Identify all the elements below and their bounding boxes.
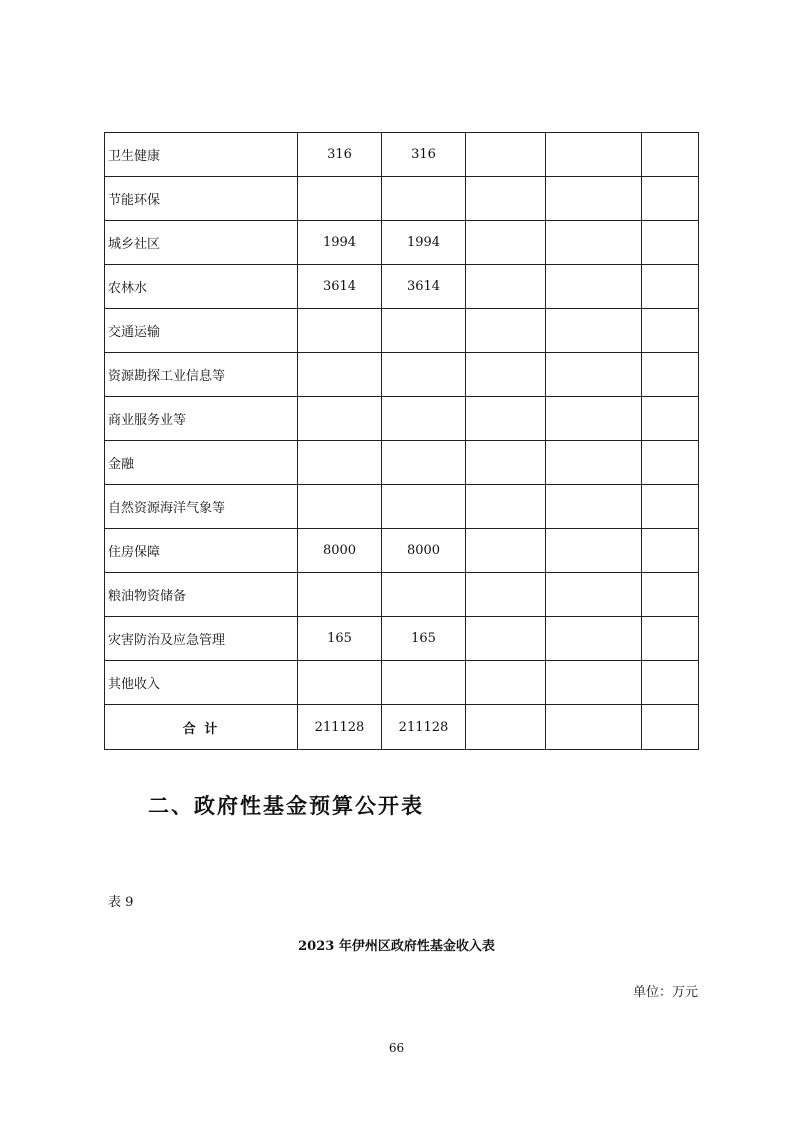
row-empty-col5 [642,177,699,221]
budget-table [104,132,699,750]
budget-table-body [105,133,699,750]
row-empty-col5 [642,353,699,397]
row-value-col2 [382,573,466,617]
row-empty-col4 [546,617,642,661]
row-category: 卫生健康 [105,133,298,177]
row-empty-col4 [546,177,642,221]
row-empty-col3 [466,309,546,353]
table-title: 2023 年伊州区政府性基金收入表 [298,939,495,954]
row-empty-col4 [546,661,642,705]
table-row [105,661,699,705]
row-empty-col5 [642,573,699,617]
row-empty-col5 [642,529,699,573]
row-value-col1: 316 [298,133,382,177]
row-empty-col4 [546,265,642,309]
row-value-col2: 165 [382,617,466,661]
row-empty-col5 [642,485,699,529]
table-row [105,529,699,573]
row-empty-col3 [466,353,546,397]
row-value-col2: 8000 [382,529,466,573]
row-value-col2 [382,353,466,397]
row-empty-col4 [546,529,642,573]
row-category: 粮油物资储备 [105,573,298,617]
row-category: 节能环保 [105,177,298,221]
row-empty-col5 [642,309,699,353]
row-empty-col5 [642,265,699,309]
row-empty-col4 [546,353,642,397]
row-empty-col3 [466,573,546,617]
row-category: 商业服务业等 [105,397,298,441]
row-empty-col4 [546,309,642,353]
row-category: 交通运输 [105,309,298,353]
table-row [105,133,699,177]
row-value-col2: 316 [382,133,466,177]
row-value-col2: 3614 [382,265,466,309]
section-title: 二、政府性基金预算公开表 [148,794,424,818]
row-empty-col3 [466,661,546,705]
row-empty-col3 [466,133,546,177]
table-row [105,397,699,441]
table-row [105,221,699,265]
table-row [105,309,699,353]
table-row [105,265,699,309]
row-empty-col3 [466,617,546,661]
table-total-row [105,705,699,750]
row-value-col1 [298,441,382,485]
row-empty-col3 [466,221,546,265]
row-category: 住房保障 [105,529,298,573]
row-category: 城乡社区 [105,221,298,265]
table-number: 表 9 [108,895,134,910]
row-empty-col5 [642,221,699,265]
row-value-col1 [298,309,382,353]
unit-label: 单位：万元 [632,985,698,1000]
row-category: 其他收入 [105,661,298,705]
row-value-col1 [298,177,382,221]
row-value-col1 [298,661,382,705]
row-value-col2 [382,397,466,441]
row-value-col1: 3614 [298,265,382,309]
row-empty-col5 [642,441,699,485]
total-label: 合 计 [105,705,298,750]
total-empty-col3 [466,705,546,750]
total-value-col2: 211128 [382,705,466,750]
row-category: 资源勘探工业信息等 [105,353,298,397]
table-row [105,617,699,661]
table-row [105,353,699,397]
row-empty-col3 [466,529,546,573]
table-row [105,573,699,617]
row-value-col2 [382,485,466,529]
row-category: 农林水 [105,265,298,309]
total-value-col1: 211128 [298,705,382,750]
total-empty-col4 [546,705,642,750]
row-value-col2 [382,177,466,221]
row-value-col1: 8000 [298,529,382,573]
row-value-col2 [382,441,466,485]
table-row [105,485,699,529]
row-value-col1 [298,573,382,617]
row-empty-col5 [642,617,699,661]
row-value-col1 [298,397,382,441]
row-empty-col5 [642,397,699,441]
row-empty-col4 [546,441,642,485]
table-row [105,177,699,221]
row-empty-col5 [642,133,699,177]
row-empty-col3 [466,397,546,441]
row-value-col2 [382,661,466,705]
row-category: 灾害防治及应急管理 [105,617,298,661]
row-empty-col4 [546,485,642,529]
row-category: 自然资源海洋气象等 [105,485,298,529]
row-empty-col4 [546,397,642,441]
table-row [105,441,699,485]
row-empty-col3 [466,485,546,529]
row-value-col1: 165 [298,617,382,661]
page-number: 66 [388,1041,405,1055]
row-empty-col4 [546,133,642,177]
row-value-col1: 1994 [298,221,382,265]
row-empty-col3 [466,265,546,309]
row-empty-col3 [466,441,546,485]
row-value-col1 [298,485,382,529]
total-empty-col5 [642,705,699,750]
row-empty-col4 [546,573,642,617]
row-empty-col4 [546,221,642,265]
row-empty-col5 [642,661,699,705]
row-empty-col3 [466,177,546,221]
row-value-col2: 1994 [382,221,466,265]
row-category: 金融 [105,441,298,485]
row-value-col2 [382,309,466,353]
row-value-col1 [298,353,382,397]
